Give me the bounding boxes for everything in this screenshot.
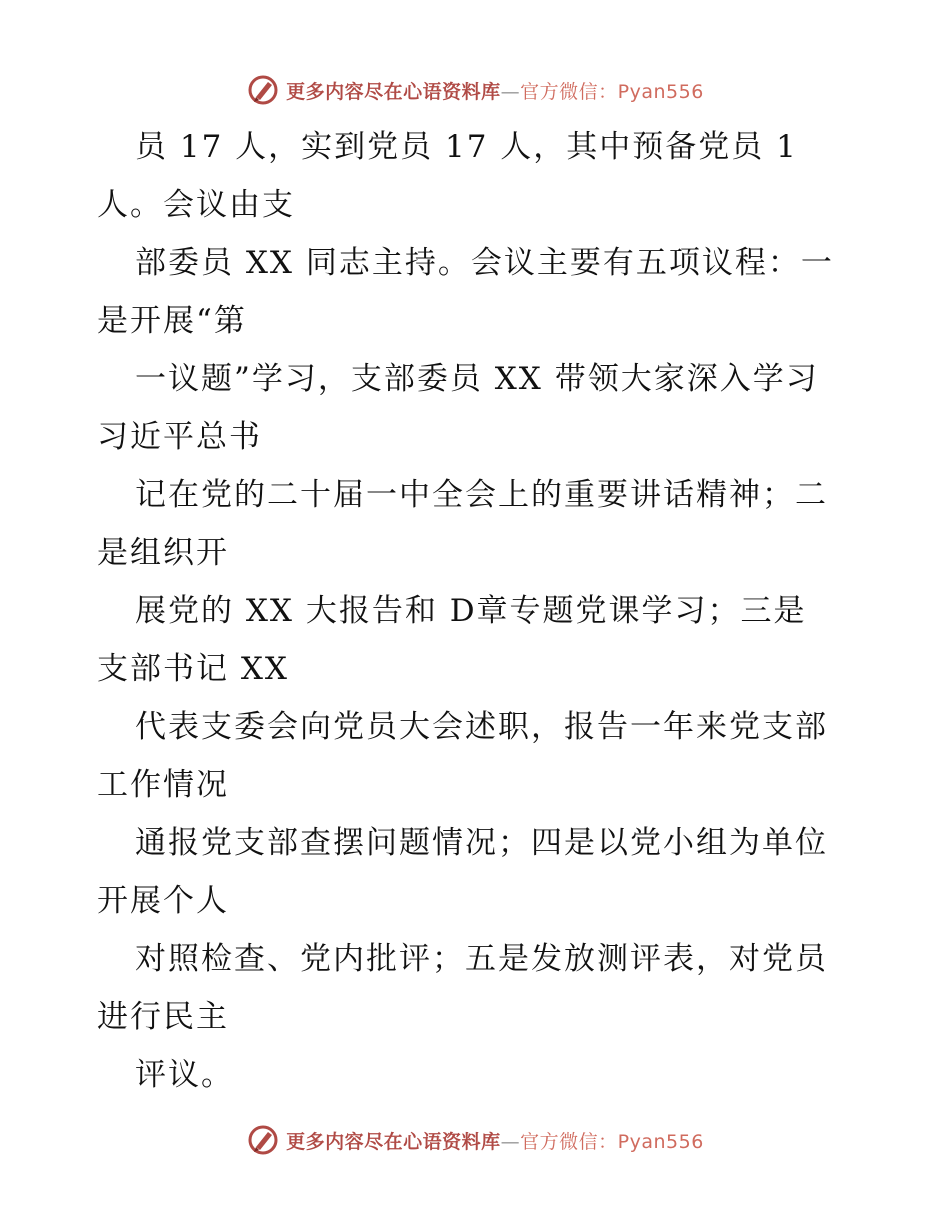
footer-watermark [0, 1120, 950, 1160]
pen-logo-icon [246, 73, 280, 107]
text-line: 记在党的二十届一中全会上的重要讲话精神；二 [135, 477, 828, 513]
text-line: 工作情况 [97, 767, 229, 803]
text-line: 一议题”学习，支部委员 XX 带领大家深入学习 [135, 361, 819, 397]
watermark-text: 更多内容尽在心语资料库—官方微信：Pyan556 [286, 80, 704, 103]
watermark-text: 更多内容尽在心语资料库—官方微信：Pyan556 [286, 1130, 704, 1153]
text-line: 习近平总书 [97, 419, 262, 455]
text-line: 展党的 XX 大报告和 D章专题党课学习；三是 [135, 593, 807, 629]
text-line: 进行民主 [97, 999, 229, 1035]
text-line: 员 17 人，实到党员 17 人，其中预备党员 1 [135, 129, 798, 165]
text-line: 对照检查、党内批评；五是发放测评表，对党员 [135, 941, 828, 977]
document-body [0, 118, 950, 1104]
text-line: 代表支委会向党员大会述职，报告一年来党支部 [135, 709, 828, 745]
text-line: 开展个人 [97, 883, 229, 919]
pen-logo-icon [246, 1123, 280, 1157]
text-line: 通报党支部查摆问题情况；四是以党小组为单位 [135, 825, 828, 861]
text-line: 是开展“第 [97, 303, 247, 339]
text-line: 评议。 [135, 1057, 234, 1093]
text-line: 部委员 XX 同志主持。会议主要有五项议程：一 [135, 245, 834, 281]
text-line: 支部书记 XX [97, 651, 289, 687]
text-line: 是组织开 [97, 535, 229, 571]
header-watermark [0, 70, 950, 110]
text-line: 人。会议由支 [97, 187, 295, 223]
